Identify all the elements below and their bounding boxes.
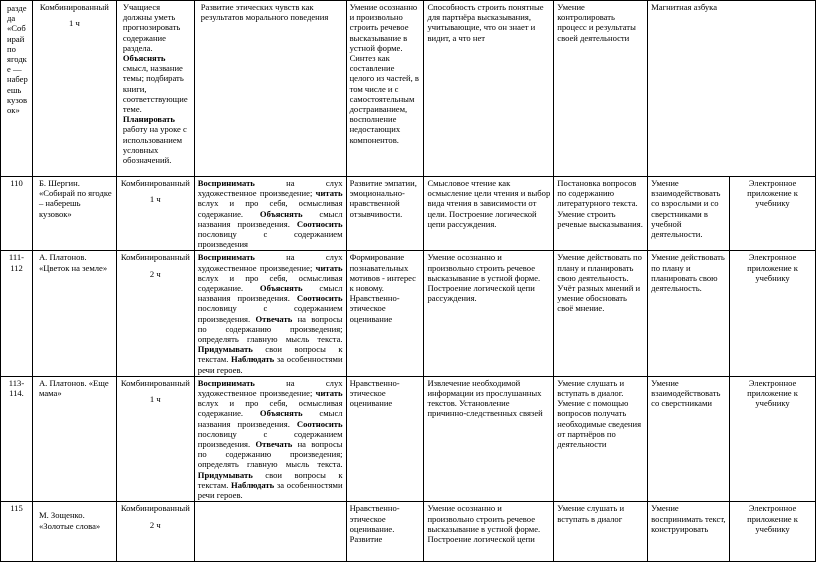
content-cell: Воспринимать на слух художественное произведение; читать вслух и про себя, осмысливая содержание. Объяснять смысл названия произведения. Соотносить пословицу с содержанием произведения (194, 177, 346, 251)
personal-cell (116, 1, 194, 177)
content-cell (194, 502, 346, 562)
control-cell: Умение контролировать процесс и результаты своей деятельности (554, 1, 648, 177)
resource-cell: Электронное приложение к учебнику (730, 251, 816, 376)
regulative-cell: Развитие эмпатии, эмоционально-нравственной отзывчивости. (346, 177, 424, 251)
cognitive-cell: Умение осознанно и произвольно строить речевое высказывание в устной форме. Синтез как составление целого из частей, в том числе и с самостоятельным достраиванием, восполнение недостающих компонентов. (346, 1, 424, 177)
control-cell: Умение слушать и вступать в диалог. Умение с помощью вопросов получать необходимые сведения от партнёров по деятельности (554, 376, 648, 501)
lesson-hours: 1 ч (149, 194, 161, 205)
control-cell: Постановка вопросов по содержанию литературного текста. Умение строить речевые высказывания. (554, 177, 648, 251)
regulative-cell: Формирование познавательных мотивов - интерес к новому. Нравственно-этическое оценивание (346, 251, 424, 376)
extra-cell: Умение действовать по плану и планировать свою деятельность. (648, 251, 730, 376)
type-cell (116, 376, 194, 501)
control-cell: Умение слушать и вступать в диалог (554, 502, 648, 562)
table-row (1, 502, 816, 562)
topic-cell: А. Платонов. «Цветок на земле» (32, 251, 116, 376)
regulative-cell: Развитие этических чувств как результатов морального поведения (194, 1, 346, 177)
communicative-cell: Способность строить понятные для партнёра высказывания, учитывающие, что он знает и видит, а что нет (424, 1, 554, 177)
number-cell: 115 (1, 502, 33, 562)
extra-cell: Магнитная азбука (648, 1, 816, 177)
table-row (1, 251, 816, 376)
type-cell (32, 1, 116, 177)
cognitive-cell: Умение осознанно и произвольно строить речевое высказывание в устной форме. Построение логической цепи рассуждения. (424, 251, 554, 376)
number-cell: 111-112 (1, 251, 33, 376)
lesson-hours: 2 ч (149, 268, 161, 279)
table-row (1, 376, 816, 501)
table-row (1, 1, 816, 177)
lesson-type: Комбинированный (39, 2, 109, 12)
lesson-type: Комбинированный (120, 377, 190, 388)
lesson-type: Комбинированный (120, 252, 190, 263)
regulative-cell: Нравственно-этическое оценивание. Развитие (346, 502, 424, 562)
lesson-hours: 2 ч (149, 519, 161, 530)
resource-cell: Электронное приложение к учебнику (730, 502, 816, 562)
type-cell (116, 251, 194, 376)
lesson-type: Комбинированный (120, 503, 190, 514)
topic-cell: М. Зощенко. «Золотые слова» (32, 502, 116, 562)
topic-cell: А. Платонов. «Еще мама» (32, 376, 116, 501)
resource-cell: Электронное приложение к учебнику (730, 177, 816, 251)
extra-cell: Умение взаимодействовать со сверстниками (648, 376, 730, 501)
extra-cell: Умение воспринимать текст, конструировать (648, 502, 730, 562)
topic-cell: Б. Шергин. «Собирай по ягодке – наберешь кузовок» (32, 177, 116, 251)
regulative-cell: Нравственно-этическое оценивание (346, 376, 424, 501)
number-cell: 110 (1, 177, 33, 251)
content-cell: Воспринимать на слух художественное произведение; читать вслух и про себя, осмысливая содержание. Объяснять смысл названия произведения. Соотносить пословицу с содержанием произведения. Отвечать на вопросы по содержанию произведения; определять главную мысль текста. Придумывать свои вопросы к текстам. Наблюдать за особенностями речи героев. (194, 251, 346, 376)
lesson-type: Комбинированный (120, 178, 190, 188)
content-cell: Воспринимать на слух художественное произведение; читать вслух и про себя, осмысливая содержание. Объяснять смысл названия произведения. Соотносить пословицу с содержанием произведения. Отвечать на вопросы по содержанию произведения; определять главную мысль текста. Придумывать свои вопросы к текстам. Наблюдать за особенностями речи героев. (194, 376, 346, 501)
cognitive-cell: Извлечение необходимой информации из прослушанных текстов. Установление причинно-следственных связей (424, 376, 554, 501)
cognitive-cell: Смысловое чтение как осмысление цели чтения и выбор вида чтения в зависимости от цели. Построение логической цепи рассуждения. (424, 177, 554, 251)
personal-text: Учащиеся должны уметь прогнозировать содержание раздела. Объяснять смысл, название темы; подбирать книги, соответствующие теме. Планировать работу на уроке с использованием условных обозначений. (122, 2, 188, 166)
lesson-hours: 1 ч (69, 18, 80, 29)
control-cell: Умение действовать по плану и планировать свою деятельность. Учёт разных мнений и умение обосновать своё мнение. (554, 251, 648, 376)
table-row (1, 177, 816, 251)
type-cell (116, 502, 194, 562)
type-cell (116, 177, 194, 251)
resource-cell: Электронное приложение к учебнику (730, 376, 816, 501)
extra-cell: Умение взаимодействовать со взрослыми и со сверстниками в учебной деятельности. (648, 177, 730, 251)
cognitive-cell: Умение осознанно и произвольно строить речевое высказывание в устной форме. Построение логической цепи (424, 502, 554, 562)
topic-cell: разде да «Соб ирай по ягодк е — набер ешь кузов ок» (1, 1, 33, 177)
lesson-hours: 1 ч (149, 394, 161, 405)
number-cell: 113-114. (1, 376, 33, 501)
